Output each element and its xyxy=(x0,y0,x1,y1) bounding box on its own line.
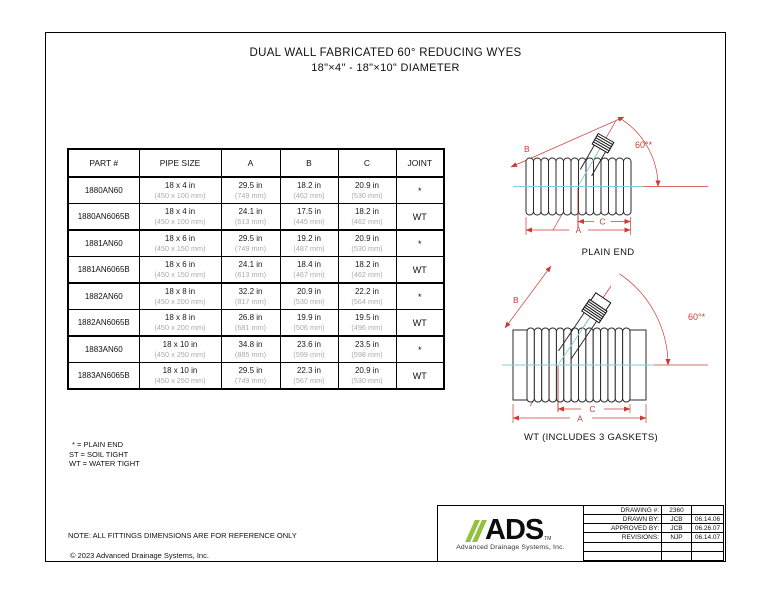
cell-pipe-size xyxy=(139,204,221,231)
cell-b xyxy=(280,177,338,204)
cell-c xyxy=(338,336,396,363)
part-number: 1883AN60 xyxy=(68,336,139,363)
table-row xyxy=(68,310,444,337)
title-line-1: DUAL WALL FABRICATED 60° REDUCING WYES xyxy=(249,47,522,59)
b-mm: (467 mm) xyxy=(293,269,325,279)
tb-label: DRAWN BY: xyxy=(583,515,661,524)
table-row xyxy=(68,363,444,390)
c-in: 19.5 in xyxy=(354,313,380,323)
cell-c xyxy=(338,177,396,204)
a-in: 34.8 in xyxy=(238,340,263,350)
b-mm: (487 mm) xyxy=(293,243,325,253)
col-header-a: A xyxy=(221,149,280,177)
ads-logo-subtext: Advanced Drainage Systems, Inc. xyxy=(456,544,565,551)
wt-caption: WT (INCLUDES 3 GASKETS) xyxy=(524,432,658,443)
cell-b xyxy=(280,310,338,337)
size-mm: (450 x 200 mm) xyxy=(154,322,206,332)
col-header-joint: JOINT xyxy=(396,149,444,177)
dim-b-label: B xyxy=(524,144,530,154)
tb-value xyxy=(661,543,691,552)
cell-a xyxy=(221,310,280,337)
legend-water-tight: WT = WATER TIGHT xyxy=(69,459,140,468)
cell-a xyxy=(221,363,280,390)
c-mm: (462 mm) xyxy=(351,269,383,279)
b-in: 19.2 in xyxy=(296,234,322,244)
cell-a xyxy=(221,336,280,363)
dim-a-label: A xyxy=(575,225,582,235)
cell-pipe-size xyxy=(139,230,221,257)
title-block xyxy=(437,505,724,562)
a-mm: (613 mm) xyxy=(234,269,267,279)
size-mm: (450 x 100 mm) xyxy=(154,190,206,200)
drawing-title xyxy=(45,46,726,76)
b-in: 19.9 in xyxy=(296,313,322,323)
cell-b xyxy=(280,257,338,284)
cell-a xyxy=(221,204,280,231)
b-in: 17.5 in xyxy=(296,207,322,217)
a-mm: (613 mm) xyxy=(234,216,267,226)
size-mm: (450 x 150 mm) xyxy=(154,243,206,253)
angle-label: 60°* xyxy=(688,312,706,322)
cell-a xyxy=(221,177,280,204)
c-in: 18.2 in xyxy=(354,207,380,217)
gasket-coupler xyxy=(582,292,612,323)
b-in: 20.9 in xyxy=(296,287,322,297)
col-header-part: PART # xyxy=(68,149,139,177)
cell-c xyxy=(338,310,396,337)
c-in: 18.2 in xyxy=(354,260,380,270)
size-in: 18 x 6 in xyxy=(164,260,196,270)
part-number: 1882AN6065B xyxy=(68,310,139,337)
legend-soil-tight: ST = SOIL TIGHT xyxy=(69,449,129,459)
cell-pipe-size xyxy=(139,336,221,363)
title-block-table xyxy=(583,506,723,561)
size-mm: (450 x 150 mm) xyxy=(154,269,206,279)
size-in: 18 x 8 in xyxy=(164,313,196,323)
cell-joint: * xyxy=(396,336,444,363)
cell-joint: WT xyxy=(396,257,444,284)
tb-date xyxy=(691,543,723,552)
a-mm: (749 mm) xyxy=(234,243,267,253)
cell-b xyxy=(280,283,338,310)
c-in: 22.2 in xyxy=(354,287,380,297)
col-header-c: C xyxy=(338,149,396,177)
tb-label: REVISIONS: xyxy=(583,533,661,542)
cell-pipe-size xyxy=(139,257,221,284)
tb-label xyxy=(583,552,661,561)
cell-c xyxy=(338,257,396,284)
cell-c xyxy=(338,363,396,390)
c-in: 23.5 in xyxy=(354,340,380,350)
size-mm: (450 x 250 mm) xyxy=(154,349,206,359)
b-in: 22.3 in xyxy=(296,366,322,376)
a-in: 24.1 in xyxy=(238,207,263,217)
b-mm: (599 mm) xyxy=(293,349,325,359)
col-header-pipe-size: PIPE SIZE xyxy=(139,149,221,177)
cell-joint: * xyxy=(396,230,444,257)
cell-joint: * xyxy=(396,177,444,204)
b-mm: (567 mm) xyxy=(293,375,325,385)
joint-legend xyxy=(69,440,140,469)
cell-b xyxy=(280,336,338,363)
a-in: 29.5 in xyxy=(238,234,263,244)
cell-b xyxy=(280,363,338,390)
b-mm: (530 mm) xyxy=(293,296,325,306)
tb-date: 06.26.07 xyxy=(691,524,723,533)
tb-value xyxy=(661,552,691,561)
a-mm: (817 mm) xyxy=(234,296,267,306)
table-row xyxy=(68,336,444,363)
header-row xyxy=(68,149,444,177)
plain-end-collar xyxy=(592,134,614,153)
dim-a-label: A xyxy=(577,413,583,424)
cell-joint: * xyxy=(396,283,444,310)
c-mm: (462 mm) xyxy=(351,216,383,226)
a-mm: (681 mm) xyxy=(234,322,267,332)
c-mm: (564 mm) xyxy=(351,296,383,306)
ads-logo xyxy=(438,506,583,561)
a-mm: (885 mm) xyxy=(234,349,267,359)
a-in: 26.8 in xyxy=(238,313,263,323)
size-in: 18 x 8 in xyxy=(164,287,196,297)
a-in: 29.5 in xyxy=(238,181,263,191)
c-in: 20.9 in xyxy=(354,234,380,244)
trademark-symbol: TM xyxy=(544,536,552,542)
wt-drawing xyxy=(478,262,724,452)
a-mm: (749 mm) xyxy=(234,190,267,200)
cell-c xyxy=(338,204,396,231)
cell-c xyxy=(338,283,396,310)
cell-c xyxy=(338,230,396,257)
a-in: 32.2 in xyxy=(238,287,263,297)
part-number: 1883AN6065B xyxy=(68,363,139,390)
size-mm: (450 x 200 mm) xyxy=(154,296,206,306)
cell-pipe-size xyxy=(139,310,221,337)
part-number: 1881AN6065B xyxy=(68,257,139,284)
cell-a xyxy=(221,257,280,284)
tb-date xyxy=(691,552,723,561)
cell-pipe-size xyxy=(139,363,221,390)
tb-value: NJP xyxy=(661,533,691,542)
b-in: 23.6 in xyxy=(296,340,322,350)
part-number: 1882AN60 xyxy=(68,283,139,310)
dim-c-label: C xyxy=(589,404,596,414)
table-row xyxy=(68,257,444,284)
table-row xyxy=(68,230,444,257)
c-in: 20.9 in xyxy=(354,366,380,376)
copyright-notice: © 2023 Advanced Drainage Systems, Inc. xyxy=(70,551,209,560)
dim-c-label: C xyxy=(599,216,606,227)
table-row xyxy=(68,204,444,231)
cell-b xyxy=(280,204,338,231)
cell-joint: WT xyxy=(396,204,444,231)
tb-value: 2360 xyxy=(661,506,691,515)
b-mm: (462 mm) xyxy=(293,190,325,200)
angle-label: 60°* xyxy=(635,140,653,150)
title-line-2: 18"×4" - 18"×10" DIAMETER xyxy=(311,62,460,74)
c-mm: (530 mm) xyxy=(351,190,383,200)
cell-a xyxy=(221,283,280,310)
b-in: 18.4 in xyxy=(296,260,322,270)
cell-a xyxy=(221,230,280,257)
tb-value: JCB xyxy=(661,524,691,533)
tb-date: 06.14.07 xyxy=(691,533,723,542)
cell-pipe-size xyxy=(139,177,221,204)
col-header-b: B xyxy=(280,149,338,177)
tb-label: DRAWING #: xyxy=(583,506,661,515)
cell-pipe-size xyxy=(139,283,221,310)
part-number: 1880AN60 xyxy=(68,177,139,204)
a-in: 29.5 in xyxy=(238,366,263,376)
b-mm: (506 mm) xyxy=(293,322,325,332)
table-row xyxy=(68,177,444,204)
c-mm: (530 mm) xyxy=(351,243,383,253)
c-in: 20.9 in xyxy=(354,181,380,191)
cell-joint: WT xyxy=(396,310,444,337)
size-in: 18 x 4 in xyxy=(164,181,196,191)
parts-table xyxy=(67,148,445,390)
size-mm: (450 x 250 mm) xyxy=(154,375,206,385)
cell-b xyxy=(280,230,338,257)
c-mm: (496 mm) xyxy=(351,322,383,332)
dim-b-label: B xyxy=(513,295,519,305)
legend-plain-end: * = PLAIN END xyxy=(72,440,124,449)
c-mm: (530 mm) xyxy=(351,375,383,385)
cell-joint: WT xyxy=(396,363,444,390)
c-mm: (598 mm) xyxy=(351,349,383,359)
part-number: 1880AN6065B xyxy=(68,204,139,231)
tb-value: JCB xyxy=(661,515,691,524)
b-in: 18.2 in xyxy=(296,181,322,191)
b-mm: (445 mm) xyxy=(293,216,325,226)
size-in: 18 x 10 in xyxy=(162,340,198,350)
reference-note: NOTE: ALL FITTINGS DIMENSIONS ARE FOR REFERENCE ONLY xyxy=(68,531,297,540)
part-number: 1881AN60 xyxy=(68,230,139,257)
ads-logo-text: ADS xyxy=(485,514,544,546)
a-mm: (749 mm) xyxy=(234,375,267,385)
size-in: 18 x 4 in xyxy=(164,207,196,217)
size-mm: (450 x 100 mm) xyxy=(154,216,206,226)
size-in: 18 x 6 in xyxy=(164,234,196,244)
plain-end-drawing xyxy=(475,108,725,263)
a-in: 24.1 in xyxy=(238,260,263,270)
tb-date: 06.14.06 xyxy=(691,515,723,524)
tb-date xyxy=(691,506,723,515)
tb-label: APPROVED BY: xyxy=(583,524,661,533)
size-in: 18 x 10 in xyxy=(162,366,198,376)
tb-label xyxy=(583,543,661,552)
table-row xyxy=(68,283,444,310)
plain-end-caption: PLAIN END xyxy=(581,247,635,258)
